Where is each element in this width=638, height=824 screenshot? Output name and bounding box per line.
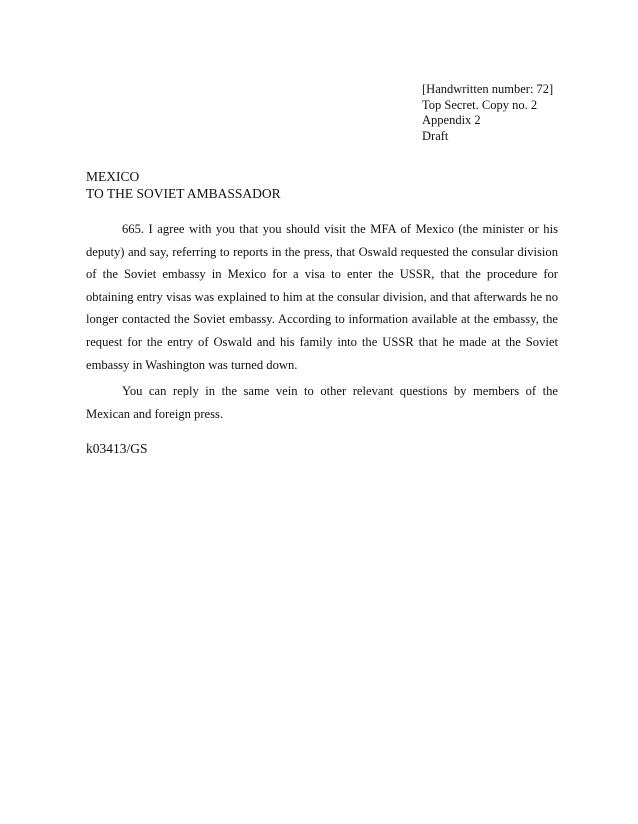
- telegram-body: [86, 218, 558, 425]
- classification-line: Top Secret. Copy no. 2: [422, 97, 538, 112]
- addressee-block: [86, 168, 281, 202]
- body-paragraph-2: You can reply in the same vein to other relevant questions by members of the Mexican and foreign press.: [86, 384, 558, 421]
- addressee-country: MEXICO: [86, 169, 140, 184]
- addressee-recipient: TO THE SOVIET AMBASSADOR: [86, 186, 281, 201]
- draft-line: Draft: [422, 128, 449, 143]
- appendix-line: Appendix 2: [422, 113, 481, 127]
- handwritten-number-note: [Handwritten number: 72]: [422, 82, 554, 96]
- reference-code: k03413/GS: [86, 441, 148, 456]
- document-header: [422, 82, 622, 144]
- body-paragraph-1: 665. I agree with you that you should visit the MFA of Mexico (the minister or his deputy) and say, referring to reports in the press, that Oswald requested the consular division of the Soviet embassy in Mexico for a visa to enter the USSR, that the procedure for obtaining entry visas was explained to him at the consular division, and that afterwards he no longer contacted the Soviet embassy. According to information available at the embassy, the request for the entry of Oswald and his family into the USSR that he made at the Soviet embassy in Washington was turned down.: [86, 222, 558, 372]
